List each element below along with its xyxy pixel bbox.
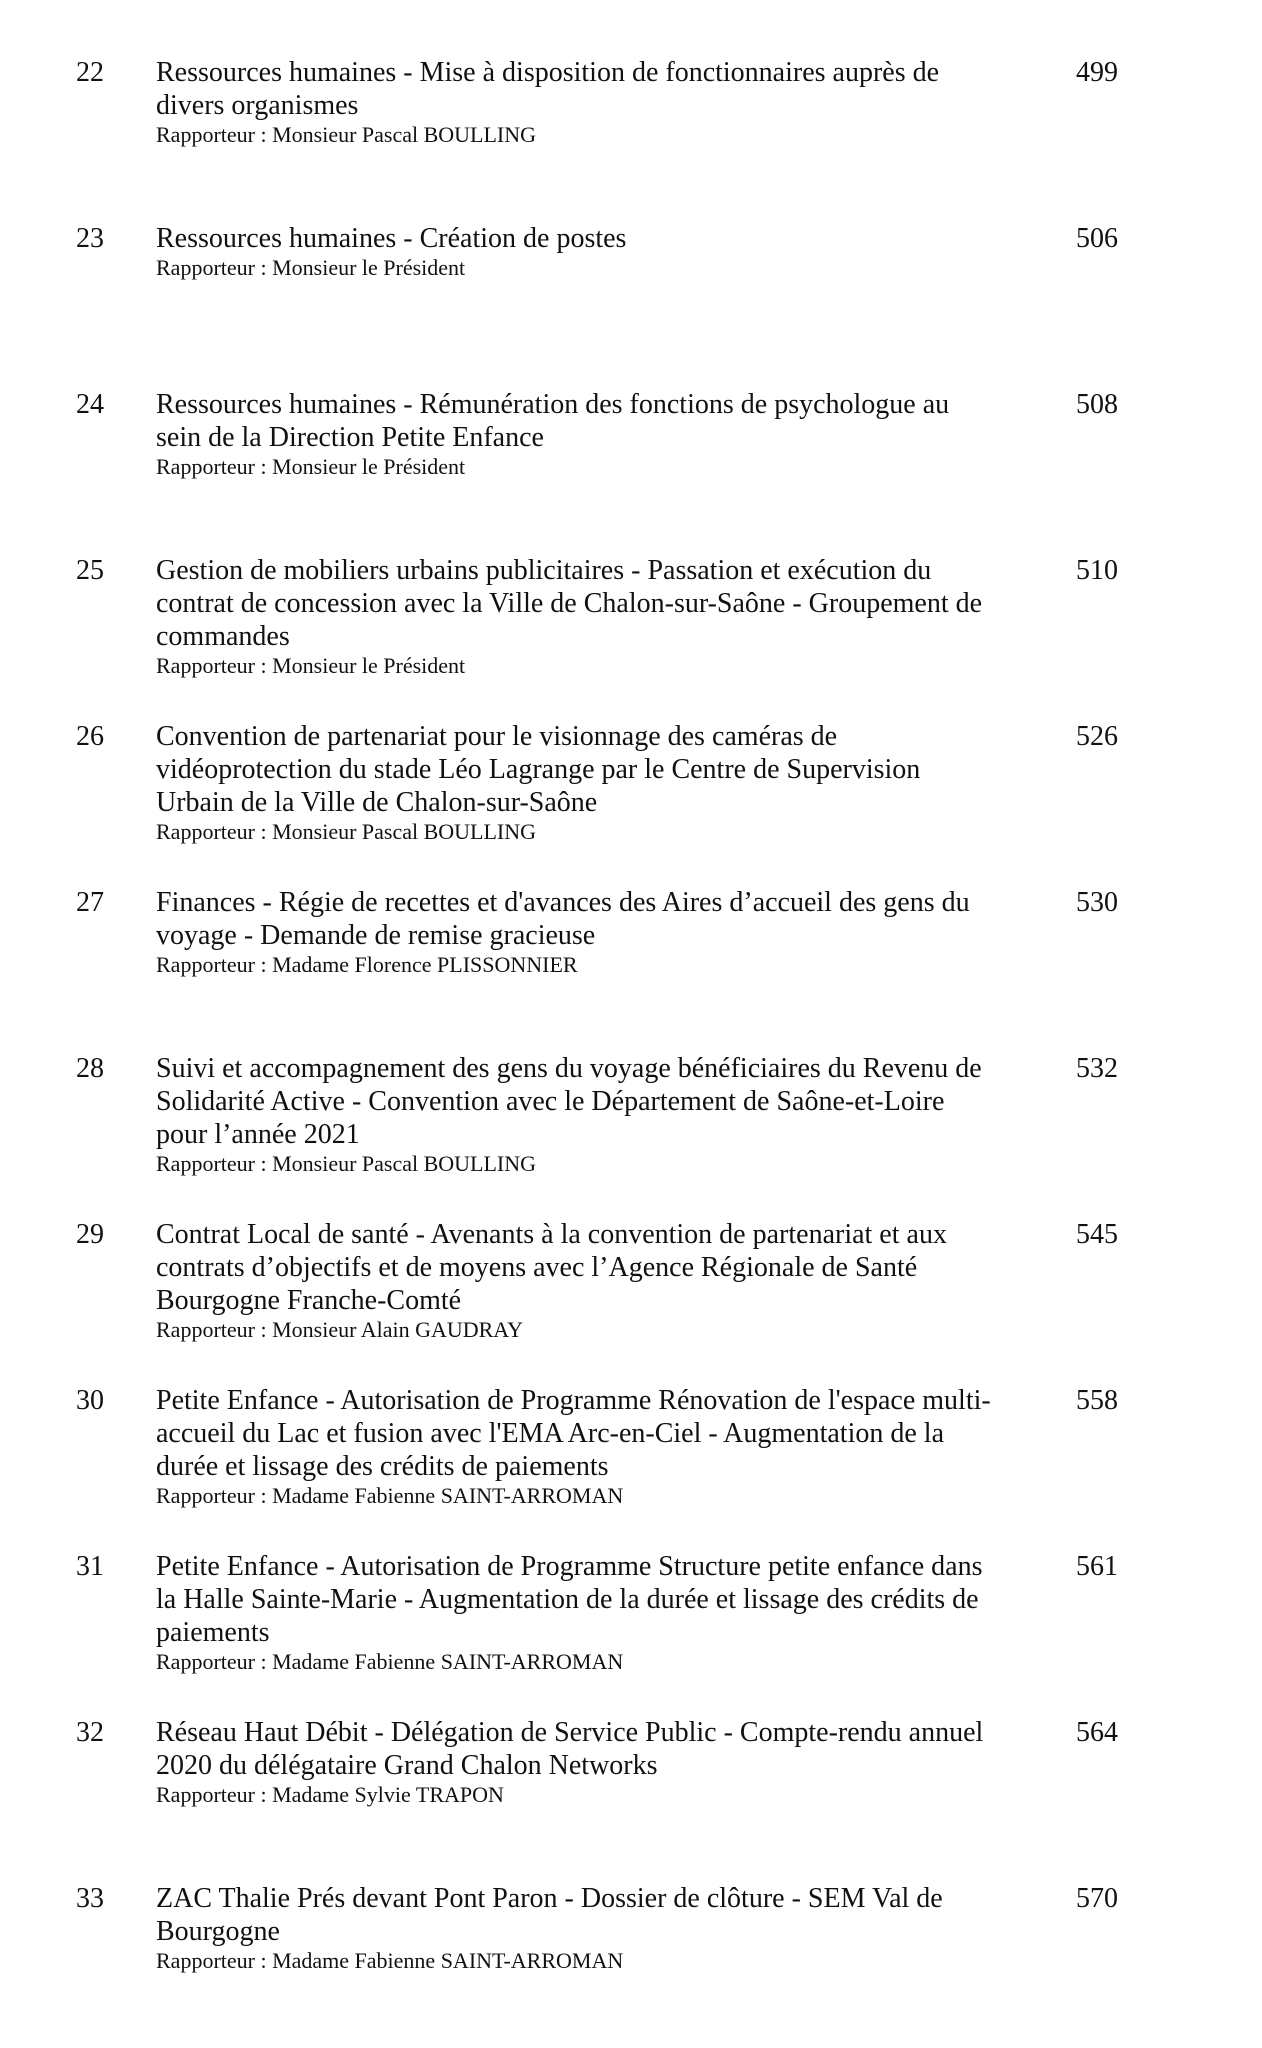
item-body [156, 1716, 1026, 1808]
item-number: 26 [76, 721, 104, 752]
item-title-line: accueil du Lac et fusion avec l'EMA Arc-en-Ciel - Augmentation de la [156, 1418, 944, 1449]
item-rapporteur: Rapporteur : Madame Fabienne SAINT-ARROMAN [156, 1649, 624, 1674]
item-body [156, 56, 1026, 148]
item-title-line: Petite Enfance - Autorisation de Programme Rénovation de l'espace multi- [156, 1385, 991, 1416]
item-body [156, 554, 1026, 679]
item-title-line: contrat de concession avec la Ville de Chalon-sur-Saône - Groupement de [156, 588, 983, 619]
item-title-line: Bourgogne Franche-Comté [156, 1285, 462, 1316]
item-title [156, 222, 1026, 255]
item-title-line: ZAC Thalie Prés devant Pont Paron - Dossier de clôture - SEM Val de [156, 1883, 943, 1914]
item-body [156, 1882, 1026, 1974]
item-title-line: divers organismes [156, 90, 359, 121]
item-number: 30 [76, 1385, 104, 1416]
item-title-line: Suivi et accompagnement des gens du voyage bénéficiaires du Revenu de [156, 1053, 982, 1084]
item-rapporteur: Rapporteur : Monsieur le Président [156, 454, 466, 479]
item-page-number: 499 [1076, 57, 1118, 88]
item-title [156, 554, 1026, 653]
item-rapporteur: Rapporteur : Madame Florence PLISSONNIER [156, 952, 578, 977]
item-title-line: sein de la Direction Petite Enfance [156, 422, 544, 453]
item-title [156, 1550, 1026, 1649]
item-title-line: Ressources humaines - Mise à disposition de fonctionnaires auprès de [156, 57, 940, 88]
item-title-line: durée et lissage des crédits de paiements [156, 1451, 609, 1482]
toc-entry [0, 720, 1262, 886]
item-title-line: contrats d’objectifs et de moyens avec l’Agence Régionale de Santé [156, 1252, 918, 1283]
item-title-line: paiements [156, 1617, 270, 1648]
item-page-number: 508 [1076, 389, 1118, 420]
item-title [156, 1384, 1026, 1483]
item-title-line: Finances - Régie de recettes et d'avances des Aires d’accueil des gens du [156, 887, 970, 918]
item-page-number: 570 [1076, 1883, 1118, 1914]
item-title [156, 388, 1026, 454]
item-page-number: 564 [1076, 1717, 1118, 1748]
item-body [156, 1550, 1026, 1675]
item-title-line: Ressources humaines - Rémunération des fonctions de psychologue au [156, 389, 950, 420]
item-number: 29 [76, 1219, 104, 1250]
item-body [156, 720, 1026, 845]
item-rapporteur: Rapporteur : Monsieur Alain GAUDRAY [156, 1317, 524, 1342]
item-number: 33 [76, 1883, 104, 1914]
item-title-line: Gestion de mobiliers urbains publicitaires - Passation et exécution du [156, 555, 932, 586]
item-title [156, 720, 1026, 819]
item-title-line: Solidarité Active - Convention avec le Département de Saône-et-Loire [156, 1086, 945, 1117]
item-title-line: pour l’année 2021 [156, 1119, 360, 1150]
item-page-number: 530 [1076, 887, 1118, 918]
item-title-line: commandes [156, 621, 290, 652]
item-page-number: 510 [1076, 555, 1118, 586]
item-title-line: 2020 du délégataire Grand Chalon Networks [156, 1750, 658, 1781]
toc-entry [0, 554, 1262, 720]
item-title-line: voyage - Demande de remise gracieuse [156, 920, 596, 951]
item-rapporteur: Rapporteur : Madame Fabienne SAINT-ARROMAN [156, 1483, 624, 1508]
item-title-line: la Halle Sainte-Marie - Augmentation de la durée et lissage des crédits de [156, 1584, 979, 1615]
item-body [156, 1384, 1026, 1509]
item-page-number: 532 [1076, 1053, 1118, 1084]
item-title-line: vidéoprotection du stade Léo Lagrange par le Centre de Supervision [156, 754, 921, 785]
item-title [156, 1052, 1026, 1151]
item-rapporteur: Rapporteur : Monsieur le Président [156, 653, 466, 678]
item-number: 32 [76, 1717, 104, 1748]
item-title-line: Réseau Haut Débit - Délégation de Service Public - Compte-rendu annuel [156, 1717, 984, 1748]
toc-entry [0, 1550, 1262, 1716]
item-body [156, 886, 1026, 978]
toc-entry [0, 1384, 1262, 1550]
item-title [156, 1218, 1026, 1317]
toc-entry [0, 1716, 1262, 1882]
toc-entry [0, 886, 1262, 1052]
item-number: 31 [76, 1551, 104, 1582]
item-rapporteur: Rapporteur : Monsieur le Président [156, 255, 466, 280]
item-title [156, 1882, 1026, 1948]
toc-entry [0, 1052, 1262, 1218]
item-title [156, 56, 1026, 122]
item-title-line: Contrat Local de santé - Avenants à la convention de partenariat et aux [156, 1219, 947, 1250]
item-rapporteur: Rapporteur : Madame Sylvie TRAPON [156, 1782, 504, 1807]
item-page-number: 506 [1076, 223, 1118, 254]
item-rapporteur: Rapporteur : Monsieur Pascal BOULLING [156, 819, 537, 844]
item-page-number: 526 [1076, 721, 1118, 752]
toc-entry [0, 56, 1262, 222]
toc-entry [0, 1218, 1262, 1384]
item-body [156, 1218, 1026, 1343]
item-rapporteur: Rapporteur : Monsieur Pascal BOULLING [156, 122, 537, 147]
table-of-contents [0, 56, 1262, 2048]
item-number: 24 [76, 389, 104, 420]
item-number: 28 [76, 1053, 104, 1084]
toc-entry [0, 388, 1262, 554]
item-title-line: Ressources humaines - Création de postes [156, 223, 627, 254]
item-number: 27 [76, 887, 104, 918]
item-title [156, 886, 1026, 952]
item-rapporteur: Rapporteur : Monsieur Pascal BOULLING [156, 1151, 537, 1176]
item-number: 25 [76, 555, 104, 586]
item-body [156, 388, 1026, 480]
item-body [156, 222, 1026, 281]
item-page-number: 561 [1076, 1551, 1118, 1582]
item-title-line: Urbain de la Ville de Chalon-sur-Saône [156, 787, 598, 818]
item-body [156, 1052, 1026, 1177]
item-number: 23 [76, 223, 104, 254]
item-title-line: Petite Enfance - Autorisation de Programme Structure petite enfance dans [156, 1551, 983, 1582]
toc-entry [0, 1882, 1262, 2048]
item-page-number: 558 [1076, 1385, 1118, 1416]
toc-entry [0, 222, 1262, 388]
item-title-line: Bourgogne [156, 1916, 280, 1947]
item-title [156, 1716, 1026, 1782]
item-title-line: Convention de partenariat pour le visionnage des caméras de [156, 721, 838, 752]
item-number: 22 [76, 57, 104, 88]
item-rapporteur: Rapporteur : Madame Fabienne SAINT-ARROMAN [156, 1948, 624, 1973]
item-page-number: 545 [1076, 1219, 1118, 1250]
